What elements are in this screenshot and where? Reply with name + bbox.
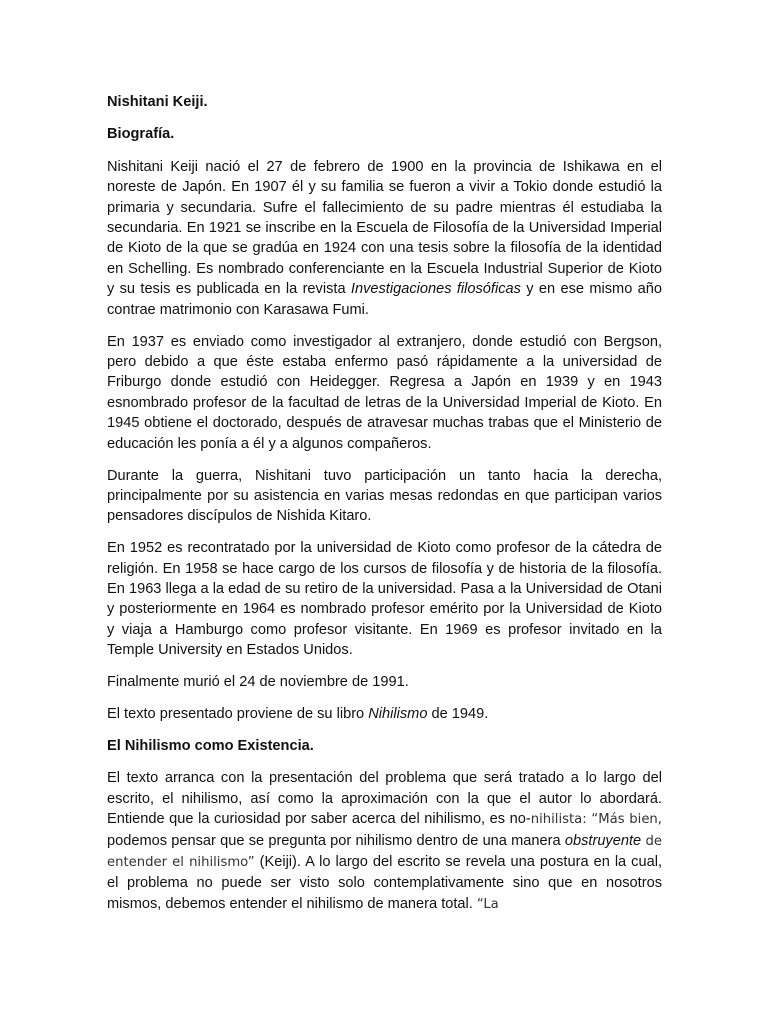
paragraph-1	[107, 157, 662, 320]
paragraph-7-text-c: (Keiji). A lo largo del escrito se revela una postura en la cual, el problema no puede ser visto solo contemplativamente sino que en nosotros mismos, debemos entender el nihilismo de manera total.	[107, 854, 663, 912]
biography-heading: Biografía.	[107, 126, 175, 143]
quote-part-1: nihilista: “Más bien,	[530, 812, 662, 828]
paragraph-2: En 1937 es enviado como investigador al extranjero, donde estudió con Bergson, pero debido a que éste estaba enfermo pasó rápidamente a la universidad de Friburgo donde estudió con Heidegger. Regresa a Japón en 1939 y en 1943 esnombrado profesor de la facultad de letras de la Universidad Imperial de Kioto. En 1945 obtiene el doctorado, después de atravesar muchas trabas que el Ministerio de educación les ponía a él y a algunos compañeros.	[107, 333, 662, 452]
paragraph-5: Finalmente murió el 24 de noviembre de 1991.	[107, 674, 409, 691]
quote-part-3: “La	[476, 896, 499, 912]
paragraph-6-text-b: de 1949.	[427, 706, 489, 723]
document-title: Nishitani Keiji.	[107, 94, 208, 110]
emphasis-word: obstruyente	[564, 832, 642, 849]
paragraph-6-text-a: El texto presentado proviene de su libro	[107, 706, 369, 723]
paragraph-7-text-a: El texto arranca con la presentación del problema que será tratado a lo largo del escrito, el nihilismo, así como la aproximación con la que el autor lo abordará. Entiende que la curiosidad por saber acerca del nihilismo, es no-	[107, 770, 662, 828]
document-page	[107, 92, 662, 927]
paragraph-1-text-b: y en ese mismo año contrae matrimonio con Karasawa Fumi.	[107, 281, 662, 318]
paragraph-7	[107, 768, 662, 915]
paragraph-7-text-b: podemos pensar que se pregunta por nihilismo dentro de una manera	[107, 832, 565, 849]
section-heading: El Nihilismo como Existencia.	[107, 737, 314, 754]
journal-title: Investigaciones filosóficas	[350, 281, 521, 298]
paragraph-6	[107, 704, 662, 724]
book-title: Nihilismo	[368, 706, 428, 723]
paragraph-1-text-a: Nishitani Keiji nació el 27 de febrero de 1900 en la provincia de Ishikawa en el noreste de Japón. En 1907 él y su familia se fueron a vivir a Tokio donde estudió la primaria y secundaria. Sufre el fallecimiento de su padre mientras él estudiaba la secundaria. En 1921 se inscribe en la Escuela de Filosofía de la Universidad Imperial de Kioto de la que se gradúa en 1924 con una tesis sobre la filosofía de la identidad en Schelling. Es nombrado conferenciante en la Escuela Industrial Superior de Kioto y su tesis es publicada en la revista	[107, 158, 662, 298]
paragraph-4: En 1952 es recontratado por la universidad de Kioto como profesor de la cátedra de religión. En 1958 se hace cargo de los cursos de filosofía y de historia de la filosofía. En 1963 llega a la edad de su retiro de la universidad. Pasa a la Universidad de Otani y posteriormente en 1964 es nombrado profesor emérito por la Universidad de Kioto y viaja a Hamburgo como profesor visitante. En 1969 es profesor invitado en la Temple University en Estados Unidos.	[107, 540, 662, 659]
paragraph-3: Durante la guerra, Nishitani tuvo participación un tanto hacia la derecha, principalmente por su asistencia en varias mesas redondas en que participan varios pensadores discípulos de Nishida Kitaro.	[107, 467, 662, 525]
quote-part-2: de entender el nihilismo”	[107, 833, 662, 870]
